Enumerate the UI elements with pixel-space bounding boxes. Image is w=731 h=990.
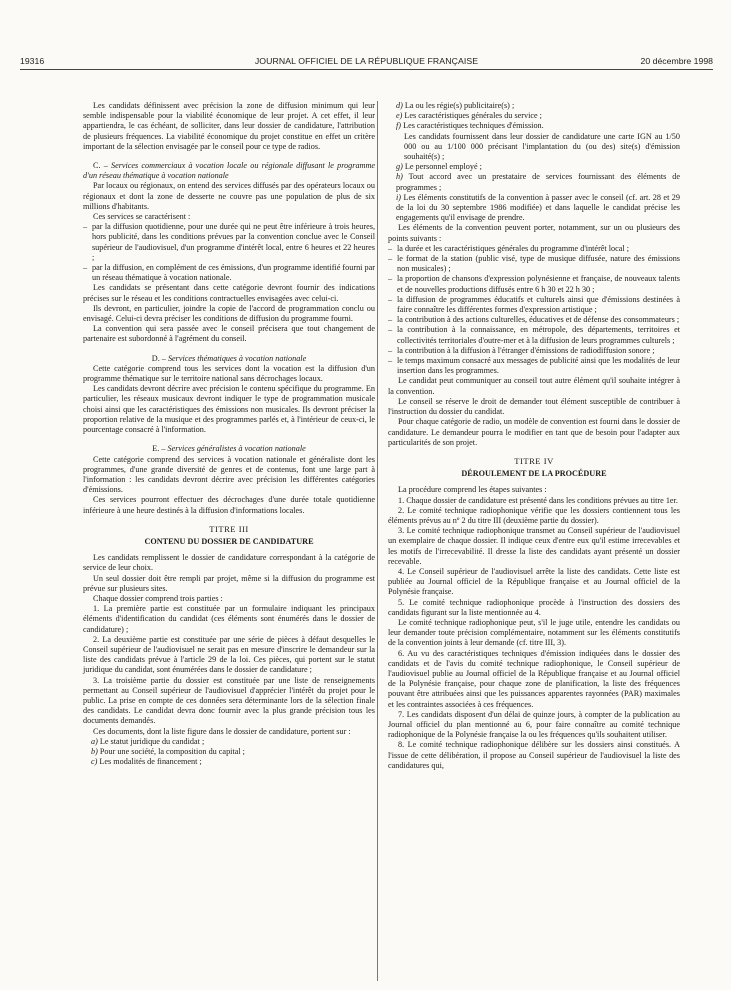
paragraph: 1. La première partie est constituée par un formulaire indiquant les principaux éléments d'identification du candidat (ces éléments sont énumérés dans le dossier de candidature) ; (83, 604, 375, 634)
publication-date: 20 décembre 1998 (640, 56, 713, 66)
paragraph: Ces documents, dont la liste figure dans le dossier de candidature, portent sur : (93, 726, 351, 736)
item-text: Pour une société, la composition du capital ; (97, 746, 245, 756)
paragraph: Pour chaque catégorie de radio, un modèle de convention est fourni dans le dossier de candidature. Le demandeur pourra le modifier en tant que de besoin pour l'adapter aux particularités de son projet. (388, 417, 680, 447)
section-heading-d (83, 354, 375, 364)
page-number: 19316 (20, 56, 45, 66)
paragraph: La convention qui sera passée avec le conseil précisera que tout changement de partenaire est subordonné à l'agrément du conseil. (83, 324, 375, 344)
paragraph: Chaque dossier comprend trois parties : (93, 593, 223, 603)
item-letter: a) (91, 736, 98, 746)
paragraph: Un seul dossier doit être rempli par projet, même si la diffusion du programme est prévue sur plusieurs sites. (83, 573, 375, 593)
item-text: La ou les régie(s) publicitaire(s) ; (402, 101, 515, 110)
item-letter: f) (396, 121, 402, 131)
lettered-item (388, 111, 680, 121)
section-letter: E. – (152, 444, 168, 454)
left-column (83, 101, 375, 767)
paragraph: Cette catégorie comprend des services à vocation nationale et généraliste dont les programmes, d'une grande diversité de genres et de contenus, font une large part à l'information : les candidats devront décrire avec précision les différentes catégories d'émissions. (83, 454, 375, 495)
paragraph: Les candidats se présentant dans cette catégorie devront fournir des indications précises sur le réseau et les conditions contractuelles envisagées avec celui-ci. (83, 283, 375, 303)
titre-heading: TITRE IV (514, 455, 554, 466)
paragraph: 7. Les candidats disposent d'un délai de quinze jours, à compter de la publication au Journal officiel du plan mentionné au 6, pour faire connaître au comité technique radiophonique de la Polynésie française la ou les fréquences qu'ils souhaitent utiliser. (388, 709, 680, 740)
lettered-item (388, 121, 680, 131)
lettered-item (388, 172, 680, 192)
item-text: Tout accord avec un prestataire de services fournissant des éléments de programmes ; (396, 172, 680, 192)
item-letter: e) (396, 111, 403, 121)
item-letter: i) (396, 192, 402, 202)
column-divider (377, 101, 378, 981)
lettered-item (388, 193, 680, 224)
right-column (388, 101, 680, 771)
list-item: – la contribution à la diffusion à l'étranger d'émissions de radiodiffusion sonore ; (388, 346, 680, 356)
list-item: – le format de la station (public visé, type de musique diffusée, nature des émissions non musicales) ; (388, 254, 680, 274)
list-item: – par la diffusion, en complément de ces émissions, d'un programme identifié fourni par un réseau thématique à vocation nationale. (83, 263, 375, 283)
item-text: Les éléments constitutifs de la convention à passer avec le conseil (cf. art. 28 et 29 de la loi du 30 septembre 1986 modifiée) et dans laquelle le candidat précise les engagements qu'il envisage de prendre. (396, 192, 680, 223)
paragraph: Ces services pourront effectuer des décrochages d'une durée totale quotidienne inférieure à une heure destinés à la diffusion d'informations locales. (83, 495, 375, 515)
paragraph: Les éléments de la convention peuvent porter, notamment, sur un ou plusieurs des points suivants : (388, 223, 680, 243)
section-title: Services commerciaux à vocation locale ou régionale diffusant le programme d'un réseau thématique à vocation nationale (83, 161, 375, 181)
list-item: – la contribution à la connaissance, en métropole, des départements, territoires et collectivités territoriales d'outre-mer et à la diffusion de leurs programmes culturels ; (388, 325, 680, 345)
page-header (20, 56, 713, 69)
paragraph: Par locaux ou régionaux, on entend des services diffusés par des opérateurs locaux ou régionaux et dont la zone de desserte ne couvre pas une population de plus de six millions d'habitants. (83, 181, 375, 211)
section-letter: C. – (93, 161, 111, 171)
titre-subheading: CONTENU DU DOSSIER DE CANDIDATURE (144, 536, 314, 546)
lettered-item (388, 162, 680, 172)
lettered-item (388, 101, 680, 111)
paragraph: 5. Le comité technique radiophonique procède à l'instruction des dossiers des candidats figurant sur la liste mentionnée au 4. (388, 597, 680, 617)
section-title: Services thématiques à vocation nationale (167, 353, 307, 363)
paragraph: Les candidats fournissent dans leur dossier de candidature une carte IGN au 1/50 000 ou au 1/100 000 précisant l'implantation du (ou des) site(s) d'émission souhaité(s) ; (404, 131, 680, 162)
header-rule (20, 69, 713, 70)
item-text: Les caractéristiques générales du service ; (402, 111, 542, 121)
list-item: – la contribution à des actions culturelles, éducatives et de défense des consommateurs ; (388, 315, 680, 325)
lettered-item (83, 737, 375, 747)
paragraph: 2. La deuxième partie est constituée par une série de pièces à défaut desquelles le Conseil supérieur de l'audiovisuel ne serait pas en mesure d'inscrire le demandeur sur la liste des candidats prévue à l'article 29 de la loi. Ces pièces, qui portent sur le statut juridique du candidat, sont énumérées dans le dossier de candidature ; (83, 634, 375, 675)
section-heading-e (83, 444, 375, 454)
lettered-item (83, 757, 375, 767)
list-item: – le temps maximum consacré aux messages de publicité ainsi que les modalités de leur insertion dans les programmes. (388, 356, 680, 376)
item-text: Les caractéristiques techniques d'émission. (401, 121, 544, 131)
section-letter: D. – (151, 353, 168, 363)
paragraph: 8. Le comité technique radiophonique délibère sur les dossiers ainsi constitués. A l'issue de cette délibération, il propose au Conseil supérieur de l'audiovisuel la liste des candidatures qui, (388, 740, 680, 770)
item-letter: g) (396, 162, 403, 172)
item-text: Le statut juridique du candidat ; (97, 736, 205, 746)
item-letter: b) (91, 746, 98, 756)
journal-title: JOURNAL OFFICIEL DE LA RÉPUBLIQUE FRANÇAISE (254, 56, 479, 66)
paragraph: 1. Chaque dossier de candidature est présenté dans les conditions prévues au titre 1er. (398, 495, 678, 505)
paragraph: Le comité technique radiophonique peut, s'il le juge utile, entendre les candidats ou leur demander toute précision complémentaire, notamment sur les éléments constitutifs de la convention joints à leur demande (cf. titre III, 3). (388, 617, 680, 648)
list-item: – la durée et les caractéristiques générales du programme d'intérêt local ; (388, 244, 680, 254)
paragraph: Les candidats remplissent le dossier de candidature correspondant à la catégorie de service de leur choix. (83, 553, 375, 573)
item-letter: d) (396, 101, 403, 110)
paragraph: 3. Le comité technique radiophonique transmet au Conseil supérieur de l'audiovisuel un exemplaire de chaque dossier. Il indique ceux d'entre eux qu'il estime irrecevables et les motifs de l'irrecevabilité. Il dresse la liste des candidats ayant présenté un dossier recevable. (388, 526, 680, 566)
section-heading-c (83, 161, 375, 181)
paragraph: Ils devront, en particulier, joindre la copie de l'accord de programmation conclu ou envisagé. Celui-ci devra préciser les conditions de diffusion du programme fourni. (83, 303, 375, 324)
lettered-item (83, 747, 375, 757)
list-item: – par la diffusion quotidienne, pour une durée qui ne peut être inférieure à trois heures, hors publicité, dans les conditions prévues par la convention conclue avec le Conseil supérieur de l'audiovisuel, d'un programme d'intérêt local, entre 6 heures et 22 heures ; (83, 222, 375, 263)
paragraph: Les candidats définissent avec précision la zone de diffusion minimum qui leur semble indispensable pour la viabilité économique de leur projet. A cet effet, il leur appartiendra, le cas échéant, de solliciter, dans leur dossier de candidature, l'attribution de plusieurs fréquences. La viabilité économique du projet constitue en effet un critère important de la sélection envisagée par le conseil pour ce type de radios. (83, 101, 375, 151)
list-item: – la proportion de chansons d'expression polynésienne et française, de nouveaux talents et de nouvelles productions diffusés entre 6 h 30 et 22 h 30 ; (388, 274, 680, 294)
paragraph: 3. La troisième partie du dossier est constituée par une liste de renseignements permettant au Conseil supérieur de l'audiovisuel d'apprécier l'intérêt du projet pour le public. La prise en compte de ces données sera déterminante lors de la sélection finale des candidats. Le candidat devra donc fournir avec la plus grande précision tous les documents demandés. (83, 675, 375, 726)
paragraph: La procédure comprend les étapes suivantes : (398, 485, 547, 495)
item-text: Le personnel employé ; (402, 162, 482, 172)
paragraph: Le candidat peut communiquer au conseil tout autre élément qu'il souhaite intégrer à la convention. (388, 376, 680, 396)
titre-heading: TITRE III (209, 523, 249, 534)
list-item: – la diffusion de programmes éducatifs et culturels ainsi que d'émissions destinées à faire connaître les différentes formes d'expression artistique ; (388, 295, 680, 315)
paragraph: 6. Au vu des caractéristiques techniques d'émission indiquées dans le dossier des candidats et de l'avis du comité technique radiophonique, le Conseil supérieur de l'audiovisuel publie au Journal officiel de la République française et au Journal officiel de la Polynésie française, pour chaque zone de planification, la liste des fréquences pouvant être attribuées ainsi que les puissances apparentes rayonnées (PAR) maximales et les contraintes associées à ces fréquences. (388, 648, 680, 709)
paragraph: 2. Le comité technique radiophonique vérifie que les dossiers contiennent tous les éléments prévus au nº 2 du titre III (deuxième partie du dossier). (388, 505, 680, 525)
item-letter: h) (396, 172, 403, 182)
section-title: Services généralistes à vocation nationale (167, 444, 306, 454)
paragraph: 4. Le Conseil supérieur de l'audiovisuel arrête la liste des candidats. Cette liste est publiée au Journal officiel de la République française et au Journal officiel de la Polynésie française. (388, 566, 680, 597)
item-text: Les modalités de financement ; (97, 757, 202, 767)
item-letter: c) (91, 757, 98, 767)
paragraph: Cette catégorie comprend tous les services dont la vocation est la diffusion d'un programme thématique sur le territoire national sans décrochages locaux. (83, 363, 375, 384)
titre-subheading: DÉROULEMENT DE LA PROCÉDURE (461, 469, 607, 479)
paragraph: Les candidats devront décrire avec précision le contenu spécifique du programme. En particulier, les réseaux musicaux devront indiquer le type de programmation musicale choisi ainsi que les caractéristiques des émissions non musicales. Ils devront préciser la proportion relative de la musique et des programmes parlés et, à l'intérieur de ceux-ci, le pourcentage consacré à l'information. (83, 384, 375, 435)
paragraph: Le conseil se réserve le droit de demander tout élément susceptible de contribuer à l'instruction du dossier du candidat. (388, 396, 680, 417)
paragraph: Ces services se caractérisent : (93, 212, 191, 222)
